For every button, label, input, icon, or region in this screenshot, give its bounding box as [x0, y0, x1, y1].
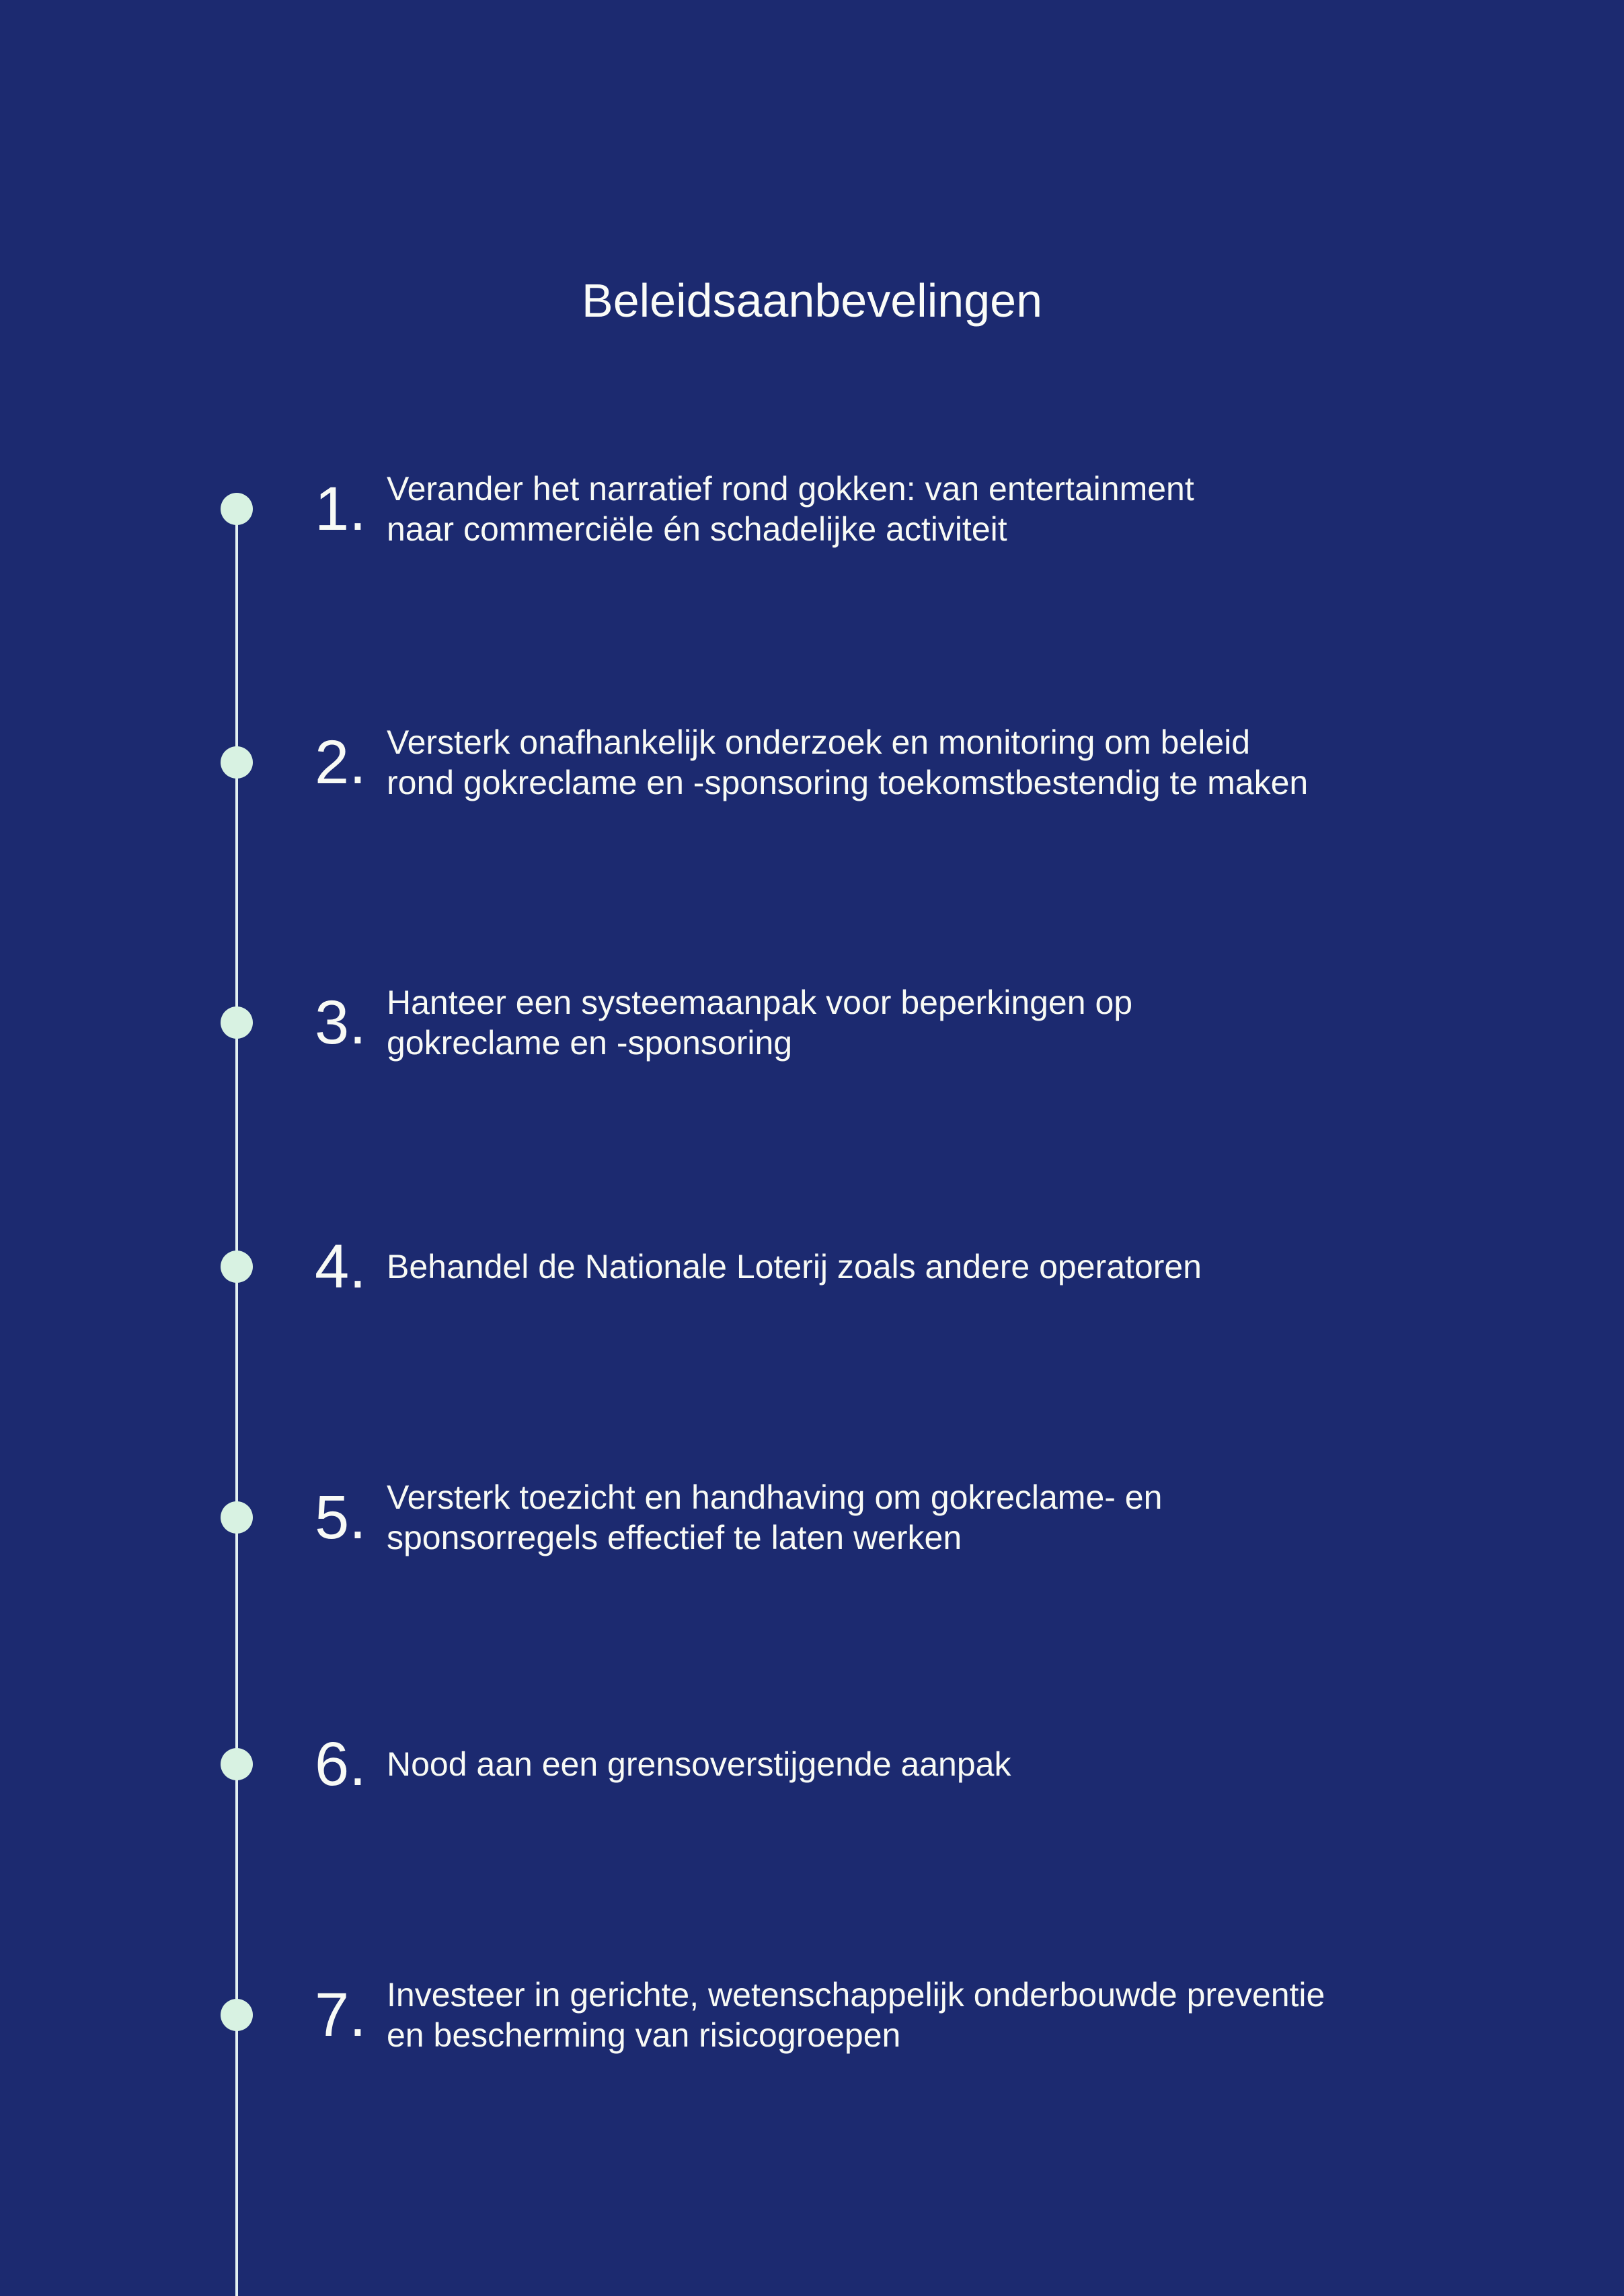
item-text-line: Versterk toezicht en handhaving om gokreclame- en: [387, 1478, 1163, 1516]
item-number: 4.: [315, 1232, 366, 1301]
item-text: [387, 1246, 1202, 1287]
item-text-line: Hanteer een systeemaanpak voor beperkingen op: [387, 984, 1133, 1021]
item-number: 6.: [315, 1730, 366, 1798]
item-number: 5.: [315, 1483, 366, 1552]
item-text: [387, 722, 1308, 803]
item-text-line: Behandel de Nationale Loterij zoals andere operatoren: [387, 1248, 1202, 1285]
item-text: [387, 469, 1194, 549]
item-text: [387, 1975, 1325, 2055]
item-number: 2.: [315, 728, 366, 797]
item-text-line: naar commerciële én schadelijke activiteit: [387, 510, 1007, 548]
item-text-line: Nood aan een grensoverstijgende aanpak: [387, 1745, 1011, 1783]
item-number: 7.: [315, 1981, 366, 2049]
timeline-dot: [221, 1748, 253, 1780]
page-title: Beleidsaanbevelingen: [582, 274, 1042, 327]
item-text-line: gokreclame en -sponsoring: [387, 1024, 793, 1062]
item-text: [387, 1744, 1011, 1784]
timeline-dot: [221, 493, 253, 525]
item-text-line: Verander het narratief rond gokken: van entertainment: [387, 470, 1194, 508]
timeline-dot: [221, 1999, 253, 2031]
timeline-dot: [221, 1006, 253, 1039]
item-number: 1.: [315, 475, 366, 543]
item-text-line: Versterk onafhankelijk onderzoek en monitoring om beleid: [387, 723, 1251, 761]
item-text-line: rond gokreclame en -sponsoring toekomstbestendig te maken: [387, 764, 1309, 801]
timeline-dot: [221, 746, 253, 779]
item-text: [387, 1477, 1162, 1558]
item-text-line: sponsorregels effectief te laten werken: [387, 1519, 962, 1556]
item-number: 3.: [315, 988, 366, 1057]
item-text: [387, 982, 1132, 1063]
item-text-line: en bescherming van risicogroepen: [387, 2016, 901, 2054]
timeline-dot: [221, 1251, 253, 1283]
timeline-dot: [221, 1501, 253, 1534]
item-text-line: Investeer in gerichte, wetenschappelijk onderbouwde preventie: [387, 1976, 1325, 2014]
